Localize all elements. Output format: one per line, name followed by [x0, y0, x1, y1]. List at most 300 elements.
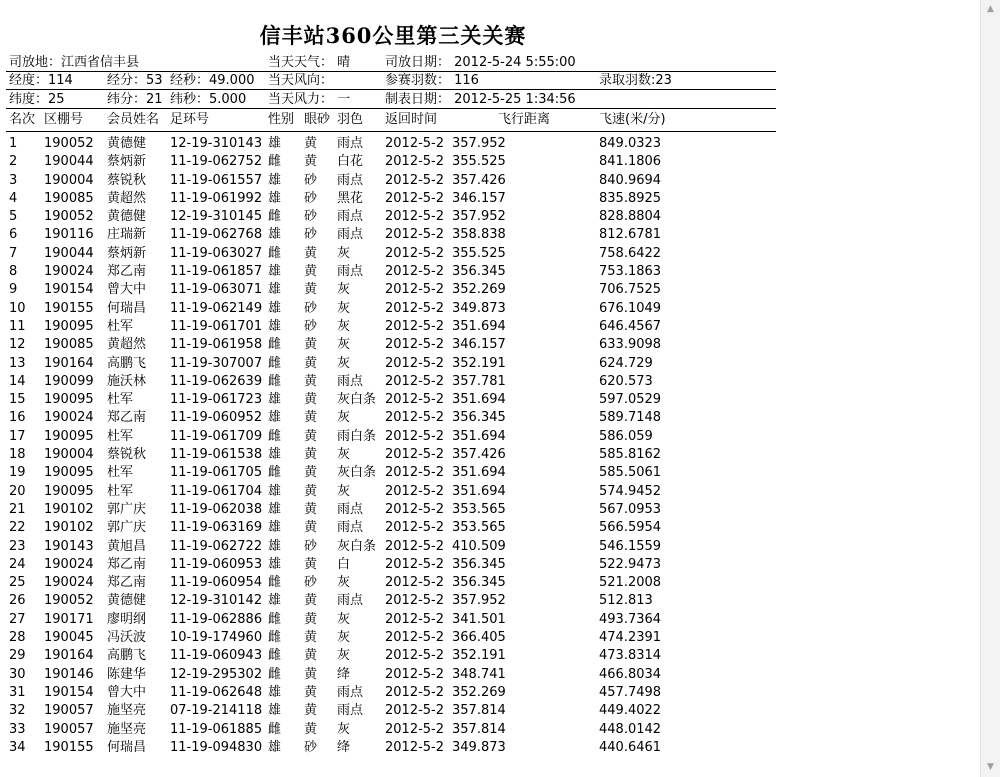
page-title: 信丰站360公里第三关关赛: [259, 23, 527, 48]
cell-eye: 砂: [304, 190, 318, 206]
scroll-up-icon[interactable]: ▲: [987, 4, 994, 14]
table-date: 制表日期： 2012-5-25 1:34:56: [385, 92, 576, 107]
cell-eye: 砂: [304, 172, 318, 188]
cell-eye: 砂: [304, 575, 318, 591]
col-speed: 飞速(米/分): [599, 112, 666, 127]
cell-eye: 黄: [304, 264, 318, 280]
table-row: [0, 739, 780, 757]
cell-dist: 351.694: [452, 392, 506, 408]
cell-eye: 砂: [304, 739, 318, 755]
cell-rank: 12: [9, 337, 26, 353]
cell-area: 190099: [44, 373, 94, 389]
cell-rank: 16: [9, 410, 26, 426]
cell-speed: 835.8925: [599, 190, 662, 206]
cell-speed: 585.8162: [599, 447, 662, 463]
cell-area: 190004: [44, 447, 94, 463]
cell-ring: 11-19-060954: [170, 575, 263, 591]
cell-eye: 黄: [304, 337, 318, 353]
table-row: [0, 300, 780, 318]
cell-name: 蔡锐秋: [107, 447, 147, 463]
cell-feather: 灰: [337, 630, 351, 646]
cell-dist: 357.426: [452, 447, 506, 463]
cell-area: 190143: [44, 538, 94, 554]
cell-ring: 11-19-062639: [170, 373, 263, 389]
cell-eye: 黄: [304, 245, 318, 261]
cell-rank: 19: [9, 465, 26, 481]
cell-name: 杜军: [107, 392, 134, 408]
table-row: [0, 428, 780, 446]
cell-time: 2012-5-2: [385, 465, 445, 481]
cell-rank: 2: [9, 154, 18, 170]
cell-name: 郭广庆: [107, 501, 147, 517]
cell-speed: 841.1806: [599, 154, 662, 170]
entries-count: 参赛羽数： 116: [385, 73, 479, 88]
cell-feather: 灰白条: [337, 465, 377, 481]
cell-rank: 22: [9, 520, 26, 536]
cell-dist: 351.694: [452, 465, 506, 481]
table-row: [0, 190, 780, 208]
cell-speed: 566.5954: [599, 520, 662, 536]
cell-eye: 黄: [304, 154, 318, 170]
cell-feather: 绛: [337, 666, 351, 682]
table-row: [0, 172, 780, 190]
cell-sex: 雄: [268, 282, 282, 298]
cell-sex: 雄: [268, 483, 282, 499]
cell-dist: 349.873: [452, 739, 506, 755]
cell-dist: 351.694: [452, 483, 506, 499]
cell-name: 黄德健: [107, 593, 147, 609]
cell-time: 2012-5-2: [385, 300, 445, 316]
cell-ring: 11-19-062648: [170, 684, 263, 700]
cell-area: 190102: [44, 501, 94, 517]
cell-area: 190164: [44, 648, 94, 664]
cell-rank: 27: [9, 611, 26, 627]
cell-feather: 黑花: [337, 190, 364, 206]
cell-dist: 357.952: [452, 136, 506, 151]
cell-eye: 黄: [304, 721, 318, 737]
cell-sex: 雌: [268, 428, 282, 444]
cell-time: 2012-5-2: [385, 575, 445, 591]
cell-area: 190095: [44, 428, 94, 444]
cell-dist: 357.814: [452, 721, 506, 737]
cell-time: 2012-5-2: [385, 611, 445, 627]
col-feather: 羽色: [337, 112, 364, 127]
cell-area: 190095: [44, 318, 94, 334]
cell-name: 郑乙南: [107, 556, 147, 572]
cell-feather: 雨点: [337, 703, 364, 719]
cell-sex: 雌: [268, 373, 282, 389]
table-row: [0, 135, 780, 153]
cell-rank: 15: [9, 392, 26, 408]
cell-area: 190052: [44, 136, 94, 151]
cell-sex: 雄: [268, 703, 282, 719]
cell-eye: 砂: [304, 318, 318, 334]
cell-area: 190095: [44, 483, 94, 499]
table-row: [0, 245, 780, 263]
cell-rank: 8: [9, 264, 18, 280]
table-row: [0, 226, 780, 244]
cell-ring: 11-19-061709: [170, 428, 263, 444]
cell-area: 190085: [44, 190, 94, 206]
cell-speed: 521.2008: [599, 575, 662, 591]
cell-feather: 灰白条: [337, 538, 377, 554]
table-row: [0, 208, 780, 226]
cell-rank: 3: [9, 172, 18, 188]
cell-sex: 雄: [268, 300, 282, 316]
table-row: [0, 446, 780, 464]
table-row: [0, 647, 780, 665]
latitude-minutes: 纬分：21: [107, 92, 163, 107]
cell-ring: 11-19-061885: [170, 721, 263, 737]
cell-name: 蔡炳新: [107, 154, 147, 170]
table-row: [0, 556, 780, 574]
col-eye: 眼砂: [304, 112, 331, 127]
cell-time: 2012-5-2: [385, 136, 445, 151]
cell-name: 黄超然: [107, 337, 147, 353]
table-row: [0, 538, 780, 556]
cell-time: 2012-5-2: [385, 556, 445, 572]
cell-speed: 706.7525: [599, 282, 662, 298]
cell-ring: 11-19-062722: [170, 538, 263, 554]
cell-ring: 11-19-060952: [170, 410, 263, 426]
cell-ring: 11-19-060953: [170, 556, 263, 572]
cell-name: 黄德健: [107, 209, 147, 225]
cell-sex: 雄: [268, 136, 282, 151]
cell-area: 190057: [44, 703, 94, 719]
cell-ring: 11-19-061557: [170, 172, 263, 188]
cell-speed: 493.7364: [599, 611, 662, 627]
cell-feather: 灰: [337, 337, 351, 353]
cell-name: 曾大中: [107, 684, 147, 700]
cell-name: 蔡炳新: [107, 245, 147, 261]
cell-feather: 白: [337, 556, 351, 572]
cell-feather: 雨点: [337, 593, 364, 609]
cell-rank: 32: [9, 703, 26, 719]
cell-sex: 雄: [268, 447, 282, 463]
col-area: 区棚号: [44, 112, 84, 127]
cell-eye: 黄: [304, 520, 318, 536]
cell-dist: 357.781: [452, 373, 506, 389]
cell-speed: 440.6461: [599, 739, 662, 755]
cell-eye: 黄: [304, 501, 318, 517]
table-row: [0, 263, 780, 281]
cell-ring: 11-19-307007: [170, 355, 263, 371]
cell-area: 190004: [44, 172, 94, 188]
cell-speed: 589.7148: [599, 410, 662, 426]
cell-speed: 522.9473: [599, 556, 662, 572]
cell-ring: 11-19-061701: [170, 318, 263, 334]
cell-feather: 雨点: [337, 684, 364, 700]
cell-sex: 雌: [268, 611, 282, 627]
cell-area: 190044: [44, 154, 94, 170]
cell-feather: 白花: [337, 154, 364, 170]
cell-dist: 349.873: [452, 300, 506, 316]
cell-dist: 357.952: [452, 593, 506, 609]
cell-speed: 646.4567: [599, 318, 662, 334]
cell-name: 高鹏飞: [107, 355, 147, 371]
cell-eye: 黄: [304, 136, 318, 151]
table-row: [0, 373, 780, 391]
col-time: 返回时间: [385, 112, 438, 127]
cell-rank: 13: [9, 355, 26, 371]
cell-rank: 9: [9, 282, 18, 298]
cell-time: 2012-5-2: [385, 666, 445, 682]
table-row: [0, 574, 780, 592]
cell-name: 黄德健: [107, 136, 147, 151]
cell-name: 蔡锐秋: [107, 172, 147, 188]
cell-speed: 676.1049: [599, 300, 662, 316]
cell-feather: 灰白条: [337, 392, 377, 408]
cell-name: 郑乙南: [107, 575, 147, 591]
cell-rank: 21: [9, 501, 26, 517]
table-row: [0, 501, 780, 519]
cell-area: 190024: [44, 410, 94, 426]
cell-rank: 24: [9, 556, 26, 572]
cell-time: 2012-5-2: [385, 428, 445, 444]
cell-time: 2012-5-2: [385, 337, 445, 353]
cell-sex: 雄: [268, 172, 282, 188]
cell-feather: 灰: [337, 410, 351, 426]
table-row: [0, 684, 780, 702]
cell-ring: 11-19-062768: [170, 227, 263, 243]
cell-ring: 11-19-062886: [170, 611, 263, 627]
table-row: [0, 483, 780, 501]
cell-time: 2012-5-2: [385, 209, 445, 225]
cell-feather: 雨点: [337, 373, 364, 389]
col-name: 会员姓名: [107, 112, 160, 127]
cell-dist: 356.345: [452, 556, 506, 572]
wind-force: 当天风力： 一: [268, 92, 351, 107]
table-row: [0, 611, 780, 629]
table-row: [0, 721, 780, 739]
cell-time: 2012-5-2: [385, 739, 445, 755]
cell-area: 190052: [44, 593, 94, 609]
cell-feather: 灰: [337, 318, 351, 334]
cell-rank: 33: [9, 721, 26, 737]
cell-ring: 11-19-063027: [170, 245, 263, 261]
cell-sex: 雄: [268, 684, 282, 700]
latitude: 纬度：25: [9, 92, 65, 107]
cell-area: 190116: [44, 227, 94, 243]
cell-rank: 18: [9, 447, 26, 463]
cell-feather: 灰: [337, 611, 351, 627]
cell-area: 190171: [44, 611, 94, 627]
cell-dist: 352.191: [452, 355, 506, 371]
longitude-minutes: 经分：53: [107, 73, 163, 88]
cell-feather: 雨点: [337, 227, 364, 243]
cell-area: 190164: [44, 355, 94, 371]
cell-eye: 黄: [304, 282, 318, 298]
cell-sex: 雌: [268, 337, 282, 353]
vertical-scrollbar[interactable]: [980, 0, 1000, 777]
cell-time: 2012-5-2: [385, 318, 445, 334]
cell-dist: 351.694: [452, 428, 506, 444]
cell-speed: 753.1863: [599, 264, 662, 280]
cell-feather: 雨点: [337, 209, 364, 225]
cell-rank: 7: [9, 245, 18, 261]
cell-speed: 567.0953: [599, 501, 662, 517]
cell-name: 施沃林: [107, 373, 147, 389]
cell-name: 黄旭昌: [107, 538, 147, 554]
cell-feather: 雨点: [337, 136, 364, 151]
cell-speed: 449.4022: [599, 703, 662, 719]
cell-area: 190154: [44, 684, 94, 700]
col-rank: 名次: [9, 112, 36, 127]
col-dist: 飞行距离: [498, 112, 551, 127]
cell-eye: 黄: [304, 447, 318, 463]
weather: 当天天气： 晴: [268, 55, 351, 70]
cell-speed: 620.573: [599, 373, 653, 389]
cell-sex: 雄: [268, 392, 282, 408]
cell-area: 190024: [44, 575, 94, 591]
cell-speed: 585.5061: [599, 465, 662, 481]
cell-dist: 355.525: [452, 154, 506, 170]
table-row: [0, 355, 780, 373]
cell-sex: 雄: [268, 538, 282, 554]
cell-eye: 砂: [304, 300, 318, 316]
cell-eye: 砂: [304, 209, 318, 225]
cell-speed: 828.8804: [599, 209, 662, 225]
table-row: [0, 391, 780, 409]
header-rule-3: [6, 108, 776, 109]
cell-area: 190146: [44, 666, 94, 682]
cell-sex: 雄: [268, 593, 282, 609]
cell-sex: 雄: [268, 520, 282, 536]
cell-eye: 黄: [304, 648, 318, 664]
cell-eye: 黄: [304, 410, 318, 426]
cell-sex: 雄: [268, 556, 282, 572]
cell-ring: 11-19-061958: [170, 337, 263, 353]
latitude-seconds: 纬秒：5.000: [170, 92, 247, 107]
cell-ring: 11-19-061992: [170, 190, 263, 206]
table-row: [0, 592, 780, 610]
cell-ring: 11-19-094830: [170, 739, 263, 755]
cell-speed: 849.0323: [599, 136, 662, 151]
cell-area: 190045: [44, 630, 94, 646]
cell-ring: 11-19-061857: [170, 264, 263, 280]
cell-rank: 29: [9, 648, 26, 664]
cell-feather: 灰: [337, 300, 351, 316]
header-rule-1: [6, 71, 776, 72]
cell-area: 190052: [44, 209, 94, 225]
cell-dist: 357.952: [452, 209, 506, 225]
cell-eye: 黄: [304, 593, 318, 609]
cell-sex: 雄: [268, 227, 282, 243]
cell-time: 2012-5-2: [385, 245, 445, 261]
release-date: 司放日期： 2012-5-24 5:55:00: [385, 55, 576, 70]
cell-sex: 雄: [268, 739, 282, 755]
cell-time: 2012-5-2: [385, 593, 445, 609]
cell-feather: 雨点: [337, 172, 364, 188]
cell-name: 黄超然: [107, 190, 147, 206]
cell-dist: 353.565: [452, 520, 506, 536]
cell-sex: 雌: [268, 154, 282, 170]
cell-name: 郑乙南: [107, 410, 147, 426]
col-sex: 性别: [268, 112, 295, 127]
cell-time: 2012-5-2: [385, 501, 445, 517]
cell-sex: 雄: [268, 410, 282, 426]
cell-area: 190154: [44, 282, 94, 298]
cell-speed: 574.9452: [599, 483, 662, 499]
cell-eye: 黄: [304, 666, 318, 682]
cell-ring: 11-19-060943: [170, 648, 263, 664]
cell-rank: 23: [9, 538, 26, 554]
cell-speed: 586.059: [599, 428, 653, 444]
header-rule-2: [6, 89, 776, 90]
cell-feather: 灰: [337, 282, 351, 298]
cell-rank: 4: [9, 190, 18, 206]
cell-area: 190095: [44, 392, 94, 408]
cell-ring: 11-19-062752: [170, 154, 263, 170]
cell-name: 曾大中: [107, 282, 147, 298]
cell-feather: 雨点: [337, 264, 364, 280]
cell-eye: 黄: [304, 703, 318, 719]
cell-time: 2012-5-2: [385, 684, 445, 700]
cell-sex: 雌: [268, 209, 282, 225]
cell-eye: 黄: [304, 630, 318, 646]
cell-dist: 357.426: [452, 172, 506, 188]
cell-dist: 352.269: [452, 684, 506, 700]
cell-dist: 356.345: [452, 264, 506, 280]
cell-area: 190095: [44, 465, 94, 481]
cell-area: 190044: [44, 245, 94, 261]
cell-dist: 358.838: [452, 227, 506, 243]
table-row: [0, 629, 780, 647]
cell-dist: 348.741: [452, 666, 506, 682]
cell-eye: 黄: [304, 428, 318, 444]
cell-sex: 雌: [268, 630, 282, 646]
cell-feather: 灰: [337, 355, 351, 371]
cell-time: 2012-5-2: [385, 703, 445, 719]
longitude-seconds: 经秒：49.000: [170, 73, 255, 88]
cell-name: 杜军: [107, 483, 134, 499]
cell-rank: 10: [9, 300, 26, 316]
cell-area: 190102: [44, 520, 94, 536]
table-row: [0, 281, 780, 299]
cell-eye: 黄: [304, 556, 318, 572]
cell-eye: 黄: [304, 483, 318, 499]
cell-name: 何瑞昌: [107, 300, 147, 316]
cell-ring: 10-19-174960: [170, 630, 263, 646]
cell-name: 廖明纲: [107, 611, 147, 627]
cell-time: 2012-5-2: [385, 483, 445, 499]
scroll-down-icon[interactable]: ▼: [987, 762, 994, 772]
cell-name: 高鹏飞: [107, 648, 147, 664]
table-row: [0, 519, 780, 537]
cell-area: 190057: [44, 721, 94, 737]
cell-dist: 351.694: [452, 318, 506, 334]
cell-time: 2012-5-2: [385, 355, 445, 371]
cell-name: 郑乙南: [107, 264, 147, 280]
cell-speed: 466.8034: [599, 666, 662, 682]
cell-sex: 雄: [268, 190, 282, 206]
cell-sex: 雌: [268, 721, 282, 737]
table-row: [0, 666, 780, 684]
cell-rank: 30: [9, 666, 26, 682]
cell-dist: 352.269: [452, 282, 506, 298]
cell-eye: 砂: [304, 227, 318, 243]
cell-ring: 11-19-063071: [170, 282, 263, 298]
cell-feather: 雨白条: [337, 428, 377, 444]
table-row: [0, 336, 780, 354]
cell-time: 2012-5-2: [385, 520, 445, 536]
cell-ring: 11-19-062038: [170, 501, 263, 517]
cell-sex: 雌: [268, 648, 282, 664]
cell-speed: 546.1559: [599, 538, 662, 554]
cell-feather: 灰: [337, 245, 351, 261]
cell-speed: 512.813: [599, 593, 653, 609]
cell-dist: 356.345: [452, 410, 506, 426]
